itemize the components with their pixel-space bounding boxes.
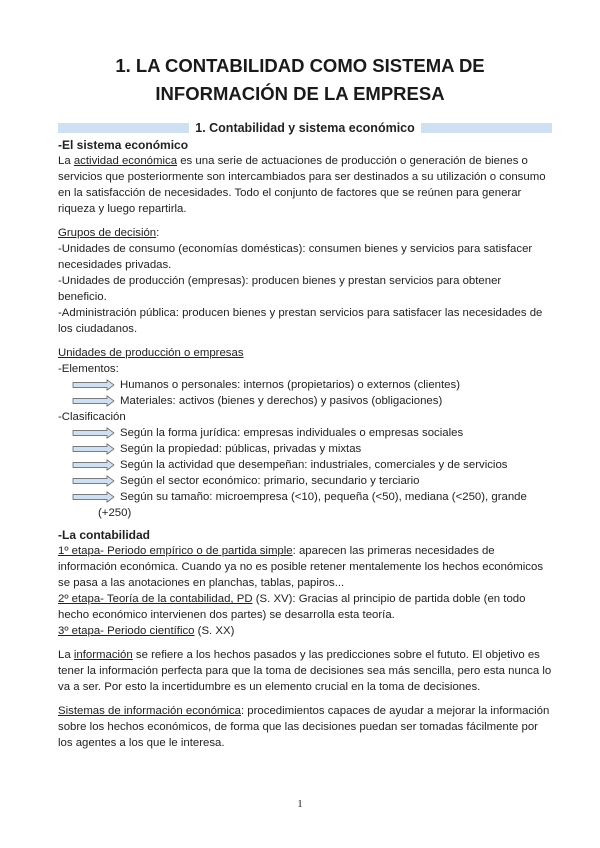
arrow-right-icon bbox=[72, 459, 120, 471]
arrow-right-icon bbox=[72, 491, 120, 503]
text: La bbox=[58, 155, 74, 167]
arrow-list-item bbox=[58, 457, 552, 473]
arrow-list-item-text: Según la propiedad: públicas, privadas y mixtas bbox=[120, 443, 362, 455]
document-title bbox=[40, 52, 560, 108]
arrow-right-icon bbox=[72, 395, 120, 407]
text: : procedimientos capaces de ayudar a mejorar la información sobre los hechos económicos, de forma que las decisiones puedan ser tomadas fácilmente por los agentes a los que le interesa. bbox=[58, 705, 550, 749]
elementos-label: -Elementos: bbox=[58, 363, 119, 375]
section-bar-right bbox=[421, 123, 552, 133]
arrow-list-item-text: Según la forma jurídica: empresas individuales o empresas sociales bbox=[120, 427, 464, 439]
text: La bbox=[58, 649, 74, 661]
etapa-text: : aparecen las primeras necesidades de información económica. Cuando ya no es posible retener mentalemente los hechos económicos se pasa a las anotaciones en planchas, tablas, papiros... bbox=[58, 545, 544, 589]
etapa-text: (S. XX) bbox=[194, 625, 235, 637]
arrow-list-item-text: Humanos o personales: internos (propietarios) o externos (clientes) bbox=[120, 379, 460, 391]
arrow-list-item-text: Según el sector económico: primario, secundario y terciario bbox=[120, 475, 420, 487]
grupo-item: -Unidades de consumo (economías domésticas): consumen bienes y servicios para satisfacer necesidades privadas. bbox=[58, 243, 533, 271]
arrow-right-icon bbox=[72, 475, 120, 487]
etapa-label: 2º etapa- Teoría de la contabilidad, PD bbox=[58, 593, 253, 605]
arrow-list-item-text: Según la actividad que desempeñan: industriales, comerciales y de servicios bbox=[120, 459, 508, 471]
etapa-1 bbox=[58, 543, 552, 591]
unidades-block bbox=[58, 345, 552, 521]
arrow-list-item bbox=[58, 377, 552, 393]
grupo-item: -Unidades de producción (empresas): producen bienes y prestan servicios para obtener beneficio. bbox=[58, 275, 502, 303]
clasificacion-label: -Clasificación bbox=[58, 411, 126, 423]
etapa-text: (S. XV): Gracias al principio de partida doble (en todo hecho económico intervienen dos partes) se desarrolla esta teoría. bbox=[58, 593, 526, 621]
clasificacion-continuation: (+250) bbox=[98, 507, 132, 519]
contabilidad-block bbox=[58, 527, 552, 751]
sistema-economico-block bbox=[58, 137, 552, 217]
arrow-right-icon bbox=[72, 443, 120, 455]
informacion-paragraph bbox=[58, 647, 552, 695]
term-informacion: información bbox=[73, 649, 133, 661]
section-header bbox=[58, 121, 552, 134]
contabilidad-heading: -La contabilidad bbox=[58, 528, 151, 542]
section-bar-left bbox=[58, 123, 189, 133]
arrow-list-item bbox=[58, 393, 552, 409]
arrow-list-item bbox=[58, 489, 552, 505]
arrow-right-icon bbox=[72, 427, 120, 439]
etapa-label: 3º etapa- Periodo científico bbox=[58, 625, 195, 637]
title-line-2: INFORMACIÓN DE LA EMPRESA bbox=[155, 83, 445, 104]
term-sistemas-informacion: Sistemas de información económica bbox=[58, 705, 241, 717]
arrow-right-icon bbox=[72, 379, 120, 391]
unidades-heading: Unidades de producción o empresas bbox=[58, 347, 244, 359]
term-actividad-economica: actividad económica bbox=[73, 155, 178, 167]
etapa-3 bbox=[58, 623, 552, 639]
grupos-heading-text: Grupos de decisión bbox=[58, 227, 157, 239]
arrow-list-item-text: Materiales: activos (bienes y derechos) y pasivos (obligaciones) bbox=[120, 395, 443, 407]
sistema-heading: -El sistema económico bbox=[58, 138, 189, 152]
arrow-list-item bbox=[58, 441, 552, 457]
text: es una serie de actuaciones de producción o generación de bienes o servicios que posteriormente son intercambiados para ser destinados a su utilización o consumo en la satisfacción de necesidades. Todo el conjunto de factores que se reúnen para generar riqueza y luego repartirla. bbox=[58, 155, 546, 215]
grupo-item: -Administración pública: producen bienes y prestan servicios para satisfacer las necesidades de los ciudadanos. bbox=[58, 307, 543, 335]
arrow-list-item bbox=[58, 425, 552, 441]
text: se refiere a los hechos pasados y las predicciones sobre el fututo. El objetivo es tener la información perfecta para que la toma de decisiones sea más sencilla, pero esta nunca lo va a ser. Por esto la incertidumbre es un elemento crucial en la toma de decisiones. bbox=[58, 649, 552, 693]
grupos-heading bbox=[58, 225, 552, 241]
sistemas-informacion-paragraph bbox=[58, 703, 552, 751]
page-number: 1 bbox=[297, 798, 303, 810]
arrow-list-item-text: Según su tamaño: microempresa (<10), pequeña (<50), mediana (<250), grande bbox=[120, 491, 527, 503]
grupos-block bbox=[58, 225, 552, 337]
arrow-list-item bbox=[58, 473, 552, 489]
colon: : bbox=[156, 227, 160, 239]
title-line-1: 1. LA CONTABILIDAD COMO SISTEMA DE bbox=[115, 55, 485, 76]
section-header-label: 1. Contabilidad y sistema económico bbox=[195, 120, 415, 135]
etapa-2 bbox=[58, 591, 552, 623]
sistema-paragraph bbox=[58, 153, 552, 217]
etapa-label: 1º etapa- Periodo empírico o de partida simple bbox=[58, 545, 293, 557]
